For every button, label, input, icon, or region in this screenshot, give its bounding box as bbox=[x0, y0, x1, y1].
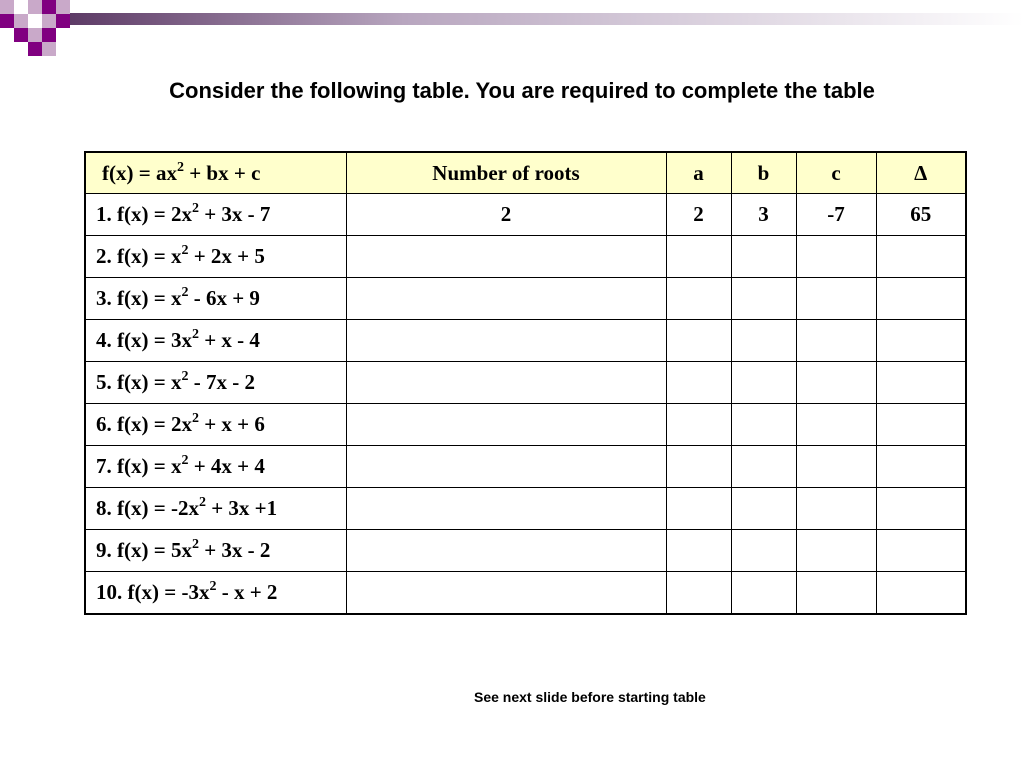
table-row bbox=[85, 278, 966, 320]
deco-square bbox=[0, 0, 14, 14]
cell-b bbox=[731, 362, 796, 404]
cell-function: 4. $f(x) = 3x^2 + x - 4$ bbox=[85, 320, 346, 362]
deco-square bbox=[42, 42, 56, 56]
cell-a bbox=[666, 404, 731, 446]
deco-square bbox=[14, 14, 28, 28]
cell-b bbox=[731, 572, 796, 615]
deco-square bbox=[28, 42, 42, 56]
table-row bbox=[85, 236, 966, 278]
cell-delta bbox=[876, 488, 966, 530]
table-row bbox=[85, 446, 966, 488]
cell-b bbox=[731, 278, 796, 320]
cell-a bbox=[666, 446, 731, 488]
cell-number-of-roots bbox=[346, 446, 666, 488]
table-row bbox=[85, 572, 966, 615]
cell-a bbox=[666, 362, 731, 404]
cell-delta bbox=[876, 530, 966, 572]
cell-number-of-roots bbox=[346, 404, 666, 446]
header-delta: Δ bbox=[876, 152, 966, 194]
deco-square bbox=[42, 28, 56, 42]
cell-delta bbox=[876, 362, 966, 404]
table-row bbox=[85, 194, 966, 236]
cell-number-of-roots bbox=[346, 362, 666, 404]
deco-square bbox=[14, 0, 28, 14]
table-row bbox=[85, 320, 966, 362]
cell-function: 8. $f(x) = -2x^2 + 3x +1$ bbox=[85, 488, 346, 530]
footer-note: See next slide before starting table bbox=[474, 689, 706, 705]
cell-number-of-roots bbox=[346, 278, 666, 320]
cell-b bbox=[731, 236, 796, 278]
cell-b bbox=[731, 446, 796, 488]
cell-delta bbox=[876, 320, 966, 362]
header-b: b bbox=[731, 152, 796, 194]
cell-delta bbox=[876, 404, 966, 446]
cell-c bbox=[796, 530, 876, 572]
deco-square bbox=[0, 14, 14, 28]
cell-delta bbox=[876, 446, 966, 488]
cell-c bbox=[796, 236, 876, 278]
header-fx: $f(x) = ax^2$ + bx + c bbox=[85, 152, 346, 194]
cell-function: 2. $f(x) = x^2 + 2x + 5$ bbox=[85, 236, 346, 278]
deco-square bbox=[56, 0, 70, 14]
header-a: a bbox=[666, 152, 731, 194]
table-body bbox=[85, 152, 966, 614]
deco-square bbox=[28, 28, 42, 42]
cell-a bbox=[666, 236, 731, 278]
cell-b bbox=[731, 488, 796, 530]
slide-title: Consider the following table. You are required to complete the table bbox=[169, 78, 875, 103]
header-decoration bbox=[0, 0, 1024, 64]
cell-a bbox=[666, 572, 731, 615]
cell-function: 9. $f(x) = 5x^2 + 3x - 2$ bbox=[85, 530, 346, 572]
deco-square bbox=[28, 14, 42, 28]
cell-c: -7 bbox=[796, 194, 876, 236]
cell-function: 3. $f(x) = x^2 - 6x + 9$ bbox=[85, 278, 346, 320]
cell-b bbox=[731, 530, 796, 572]
header-c: c bbox=[796, 152, 876, 194]
cell-a bbox=[666, 488, 731, 530]
cell-a: 2 bbox=[666, 194, 731, 236]
table-row bbox=[85, 530, 966, 572]
cell-number-of-roots bbox=[346, 320, 666, 362]
cell-function: 5. $f(x) = x^2 - 7x - 2$ bbox=[85, 362, 346, 404]
table-row bbox=[85, 404, 966, 446]
header-gradient-band bbox=[70, 13, 1024, 25]
cell-b bbox=[731, 404, 796, 446]
cell-c bbox=[796, 362, 876, 404]
deco-square bbox=[28, 0, 42, 14]
cell-delta bbox=[876, 236, 966, 278]
cell-number-of-roots bbox=[346, 572, 666, 615]
table-row bbox=[85, 362, 966, 404]
cell-function: 1. $f(x) = 2x^2 + 3x - 7$ bbox=[85, 194, 346, 236]
cell-a bbox=[666, 530, 731, 572]
deco-square bbox=[42, 0, 56, 14]
cell-c bbox=[796, 572, 876, 615]
cell-function: 7. $f(x) = x^2 + 4x + 4$ bbox=[85, 446, 346, 488]
cell-a bbox=[666, 320, 731, 362]
cell-b: 3 bbox=[731, 194, 796, 236]
header-number-of-roots: Number of roots bbox=[346, 152, 666, 194]
cell-a bbox=[666, 278, 731, 320]
cell-function: 6. $f(x) = 2x^2 + x + 6$ bbox=[85, 404, 346, 446]
cell-b bbox=[731, 320, 796, 362]
cell-function: 10. $f(x) = -3x^2 - x + 2$ bbox=[85, 572, 346, 615]
cell-delta bbox=[876, 572, 966, 615]
cell-number-of-roots: 2 bbox=[346, 194, 666, 236]
table-row bbox=[85, 488, 966, 530]
cell-number-of-roots bbox=[346, 530, 666, 572]
cell-delta bbox=[876, 278, 966, 320]
table-header-row bbox=[85, 152, 966, 194]
cell-number-of-roots bbox=[346, 488, 666, 530]
cell-number-of-roots bbox=[346, 236, 666, 278]
deco-square bbox=[14, 28, 28, 42]
cell-c bbox=[796, 404, 876, 446]
cell-delta: 65 bbox=[876, 194, 966, 236]
cell-c bbox=[796, 488, 876, 530]
deco-square bbox=[42, 14, 56, 28]
roots-table bbox=[84, 151, 967, 615]
cell-c bbox=[796, 320, 876, 362]
cell-c bbox=[796, 446, 876, 488]
cell-c bbox=[796, 278, 876, 320]
deco-square bbox=[56, 14, 70, 28]
